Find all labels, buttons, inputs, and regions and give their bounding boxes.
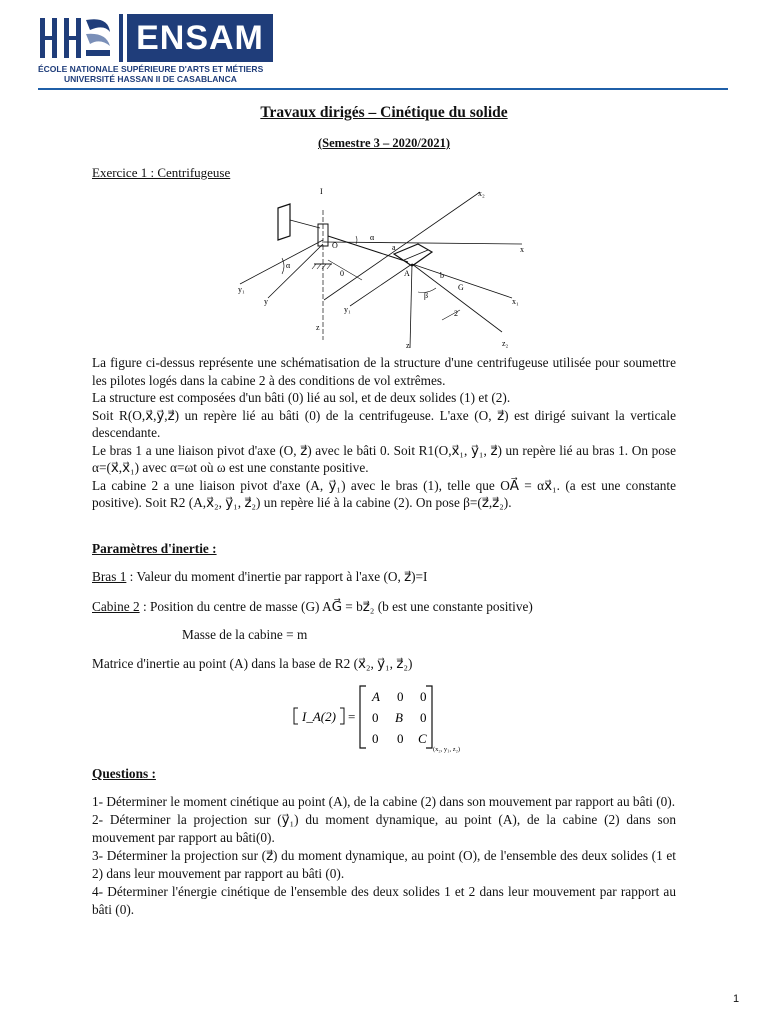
svg-text:x₁: x₁ bbox=[512, 297, 519, 306]
svg-text:2: 2 bbox=[454, 309, 458, 318]
centrifuge-figure bbox=[232, 180, 537, 350]
masse-line: Masse de la cabine = m bbox=[182, 627, 308, 642]
matrix-cell: A bbox=[372, 689, 380, 704]
inertia-heading: Paramètres d'inertie : bbox=[92, 541, 217, 556]
question-item: 4- Déterminer l'énergie cinétique de l'ensemble des deux solides 1 et 2 dans leur mouvement par rapport au bâti (0). bbox=[92, 884, 676, 917]
cabine-text: : Position du centre de masse (G) AG⃗ = bz⃗₂ (b est une constante positive) bbox=[139, 599, 533, 614]
bras-label: Bras 1 bbox=[92, 569, 127, 584]
school-name: ÉCOLE NATIONALE SUPÉRIEURE D'ARTS ET MÉTIERS bbox=[38, 64, 264, 74]
svg-text:x₂: x₂ bbox=[478, 189, 485, 198]
paragraph-line: Le bras 1 a une liaison pivot d'axe (O, z⃗) avec le bâti 0. Soit R1(O,x⃗₁, y⃗₁, z⃗) un repère lié au bras 1. On pose α=(x⃗,x⃗₁) avec α=ωt où ω est une constante positive. bbox=[92, 442, 676, 475]
matrix-cell: B bbox=[395, 710, 403, 725]
header-rule bbox=[38, 88, 728, 90]
svg-text:A: A bbox=[404, 269, 410, 278]
page-number: 1 bbox=[733, 993, 740, 1005]
document-subtitle: (Semestre 3 – 2020/2021) bbox=[317, 136, 451, 150]
paragraph-line: La structure est composées d'un bâti (0) lié au sol, et de deux solides (1) et (2). bbox=[92, 390, 511, 405]
inertia-matrix bbox=[292, 684, 477, 754]
questions-heading: Questions : bbox=[92, 766, 156, 781]
matrix-cell: C bbox=[418, 731, 427, 746]
question-item: 3- Déterminer la projection sur (z⃗) du moment dynamique, au point (O), de l'ensemble des deux solides (1 et 2) dans leur mouvement par rapport au bâti (0). bbox=[92, 848, 676, 881]
paragraph-line: Soit R(O,x⃗,y⃗,z⃗) un repère lié au bâti (0) de la centrifugeuse. L'axe (O, z⃗) est dirigé suivant la verticale descendante. bbox=[92, 407, 676, 440]
svg-text:G: G bbox=[458, 283, 464, 292]
svg-text:z: z bbox=[316, 323, 320, 332]
svg-text:β: β bbox=[424, 291, 429, 300]
question-item: 1- Déterminer le moment cinétique au point (A), de la cabine (2) dans son mouvement par rapport au bâti (0). bbox=[92, 794, 676, 809]
svg-text:O: O bbox=[332, 241, 338, 250]
matrix-basis: (x₂, y₁, z₂) bbox=[433, 746, 461, 753]
matrix-cell: 0 bbox=[397, 689, 404, 704]
svg-text:x: x bbox=[520, 245, 524, 254]
svg-text:=: = bbox=[348, 709, 356, 724]
bras-text: : Valeur du moment d'inertie par rapport à l'axe (O, z⃗)=I bbox=[126, 569, 428, 584]
matrix-cell: 0 bbox=[420, 710, 427, 725]
document-title: Travaux dirigés – Cinétique du solide bbox=[260, 104, 508, 121]
problem-statement bbox=[92, 354, 676, 512]
matrix-lhs: I_A(2) bbox=[302, 709, 336, 724]
svg-text:α: α bbox=[370, 233, 375, 242]
svg-text:y₁: y₁ bbox=[238, 285, 245, 294]
paragraph-line: La cabine 2 a une liaison pivot d'axe (A, y⃗₁) avec le bras (1), telle que OA⃗ = αx⃗₁. (a est une constante positive). Soit R2 (A,x⃗₂, y⃗₁, z⃗₂) un repère lié à la cabine (2). On pose β=(z⃗,z⃗₂). bbox=[92, 477, 676, 510]
svg-text:α: α bbox=[286, 261, 291, 270]
matrice-line: Matrice d'inertie au point (A) dans la base de R2 (x⃗₂, y⃗₁, z⃗₂) bbox=[92, 656, 413, 671]
matrix-cell: 0 bbox=[372, 710, 379, 725]
svg-text:0: 0 bbox=[340, 269, 344, 278]
paragraph-line: La figure ci-dessus représente une schématisation de la structure d'une centrifugeuse utilisée pour soumettre les pilotes logés dans la cabine 2 à des conditions de vol extrêmes. bbox=[92, 355, 676, 388]
cabine-label: Cabine 2 bbox=[92, 599, 140, 614]
bras-line bbox=[92, 569, 427, 585]
logo-divider bbox=[119, 14, 123, 62]
svg-text:y: y bbox=[264, 297, 268, 306]
svg-text:z₂: z₂ bbox=[502, 339, 509, 348]
questions-list bbox=[92, 793, 676, 919]
university-name: UNIVERSITÉ HASSAN II DE CASABLANCA bbox=[64, 74, 237, 84]
svg-text:b: b bbox=[440, 271, 444, 280]
svg-text:y₁: y₁ bbox=[344, 305, 351, 314]
matrix-cell: 0 bbox=[397, 731, 404, 746]
matrix-cell: 0 bbox=[372, 731, 379, 746]
question-item: 2- Déterminer la projection sur (y⃗₁) du moment dynamique, au point (A), de la cabine (2) dans son mouvement par rapport au bâti(0). bbox=[92, 812, 676, 845]
svg-text:z: z bbox=[406, 341, 410, 350]
matrix-cell: 0 bbox=[420, 689, 427, 704]
ensam-logo: ENSAM bbox=[127, 14, 273, 62]
cabine-line bbox=[92, 599, 533, 615]
svg-text:a: a bbox=[392, 243, 396, 252]
svg-text:I: I bbox=[320, 187, 323, 196]
university-logo-mark bbox=[38, 14, 114, 62]
exercise-heading: Exercice 1 : Centrifugeuse bbox=[92, 165, 231, 180]
